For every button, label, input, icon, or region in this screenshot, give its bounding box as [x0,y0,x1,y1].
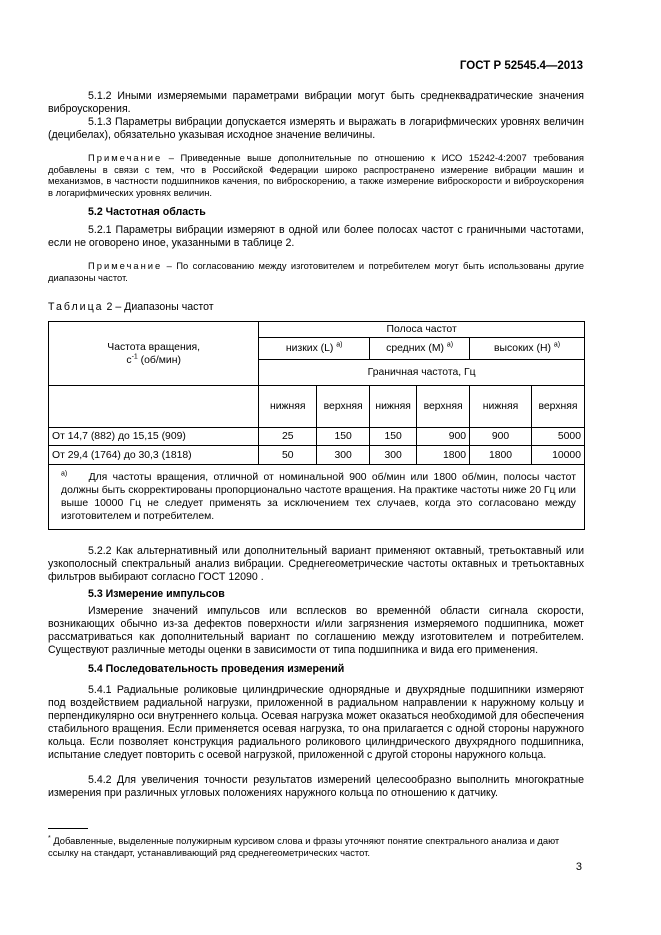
table-caption-text: 2 – Диапазоны частот [103,301,214,313]
paragraph-5-2-1: 5.2.1 Параметры вибрации измеряют в одной или более полосах частот с граничными частотами, если не оговорено иное, указанными в таблице 2. [48,224,584,249]
table-row [49,428,585,446]
low-lower-header: нижняя [259,386,317,428]
row-1-low-lower: 25 [259,428,317,446]
table-footnote-mark: а) [61,470,68,478]
band-mid-header [370,338,470,360]
band-low-label: низких (L) [285,343,334,354]
band-high-label: высоких (H) [494,343,551,354]
rotation-speed-label: Частота вращения, [107,341,201,353]
band-low-header [259,338,370,360]
high-upper-header: верхняя [531,386,584,428]
mid-lower-header: нижняя [370,386,417,428]
section-5-2-heading: 5.2 Частотная область [88,206,206,218]
band-high-header [470,338,585,360]
band-mid-sup: а) [446,341,454,349]
rotation-unit: с [126,354,132,366]
table-caption-label: Таблица [48,301,104,313]
row-1-high-upper: 5000 [531,428,584,446]
mid-upper-header: верхняя [417,386,470,428]
table-caption [48,301,214,314]
section-5-3-heading: 5.3 Измерение импульсов [88,588,225,600]
band-low-sup: а) [336,341,343,349]
row-2-mid-lower: 300 [370,446,417,465]
table-footnote [49,465,585,530]
rotation-speed-header [49,322,259,386]
paragraph-5-3: Измерение значений импульсов или всплесков во временно́й области сигнала скорости, возникающих обычно из-за дефектов поверхности и/или загрязнения измеряемого подшипника, может рассматриваться как дополнительный вариант по соглашению между изготовителем и потребителем. Существуют различные методы оценки в зависимости от типа подшипника и вида его применения. [48,605,584,656]
row-1-label: От 14,7 (882) до 15,15 (909) [49,428,259,446]
row-2-high-lower: 1800 [470,446,532,465]
band-header: Полоса частот [259,322,585,338]
rotation-unit-exponent: -1 [131,353,138,361]
band-high-sup: а) [553,341,561,349]
row-1-high-lower: 900 [470,428,532,446]
row-1-mid-lower: 150 [370,428,417,446]
page-footnote [48,835,584,858]
note-1-label: Примечание [88,152,163,163]
note-1 [48,152,584,198]
row-2-label: От 29,4 (1764) до 30,3 (1818) [49,446,259,465]
row-1-mid-upper: 900 [417,428,470,446]
section-5-4-heading: 5.4 Последовательность проведения измерений [88,663,345,675]
empty-corner-cell [49,386,259,428]
note-1-text: – Приведенные выше дополнительные по отношению к ИСО 15242-4:2007 требования добавлены в связи с тем, что в Российской Федерации широко распространено измерение вибрации машин и механизмов, в частности подшипников качения, по виброскорению, а также измерение виброскорости и виброускорения в логарифмических уровнях величин. [48,152,584,198]
note-2-label: Примечание [88,260,163,271]
row-1-low-upper: 150 [317,428,370,446]
page-footnote-mark: * [48,834,51,842]
row-2-low-upper: 300 [317,446,370,465]
rotation-unit-rpm: (об/мин) [137,354,181,366]
row-2-low-lower: 50 [259,446,317,465]
paragraph-5-4-1: 5.4.1 Радиальные роликовые цилиндрические однорядные и двухрядные подшипники измеряют под воздействием радиальной нагрузки, приложенной в радиальном направлении к наружному кольцу и перпендикулярно оси внутреннего кольца. Осевая нагрузка может оказаться необходимой для обеспечения стабильного вращения. Если применяется осевая нагрузка, то она прилагается с одной стороны наружного кольца. Если позволяет конструкция радиального роликового цилиндрического двухрядного подшипника, испытание следует повторить с осевой нагрузкой, приложенной с другой стороны наружного кольца. [48,684,584,761]
band-mid-label: средних (M) [386,343,444,354]
note-2-text: – По согласованию между изготовителем и потребителем могут быть использованы другие диапазоны частот. [48,260,584,283]
row-2-mid-upper: 1800 [417,446,470,465]
low-upper-header: верхняя [317,386,370,428]
note-2 [48,260,584,283]
footnote-separator [48,828,88,829]
paragraph-5-1-2: 5.1.2 Иными измеряемыми параметрами вибрации могут быть среднеквадратические значения виброускорения. [48,90,584,115]
page-footnote-text: Добавленные, выделенные полужирным курсивом слова и фразы уточняют понятие спектрального анализа и дают ссылку на стандарт, устанавливающий ряд среднегеометрических частот. [48,835,560,858]
frequency-table [48,321,585,530]
page-number: 3 [575,861,582,873]
paragraph-5-2-2: 5.2.2 Как альтернативный или дополнительный вариант применяют октавный, третьоктавный или узкополосный спектральный анализ вибрации. Среднегеометрические частоты октавных и третьоктавных фильтров выбирают согласно ГОСТ 12090 . [48,545,584,583]
boundary-frequency-header: Граничная частота, Гц [259,360,585,386]
table-row [49,446,585,465]
paragraph-5-1-3: 5.1.3 Параметры вибрации допускается измерять и выражать в логарифмических уровнях величин (децибелах), обязательно указывая исходное значение величины. [48,116,584,141]
high-lower-header: нижняя [470,386,532,428]
document-header: ГОСТ Р 52545.4—2013 [459,60,583,72]
table-footnote-text: Для частоты вращения, отличной от номинальной 900 об/мин или 1800 об/мин, полосы частот должны быть скорректированы пропорционально частоте вращения. На практике частоты ниже 20 Гц или выше 10000 Гц не следует применять за исключением тех случаев, когда это согласовано между изготовителем и потребителем. [61,472,576,522]
row-2-high-upper: 10000 [531,446,584,465]
paragraph-5-4-2: 5.4.2 Для увеличения точности результатов измерений целесообразно выполнить многократные измерения при различных угловых положениях наружного кольца по отношению к датчику. [48,774,584,799]
